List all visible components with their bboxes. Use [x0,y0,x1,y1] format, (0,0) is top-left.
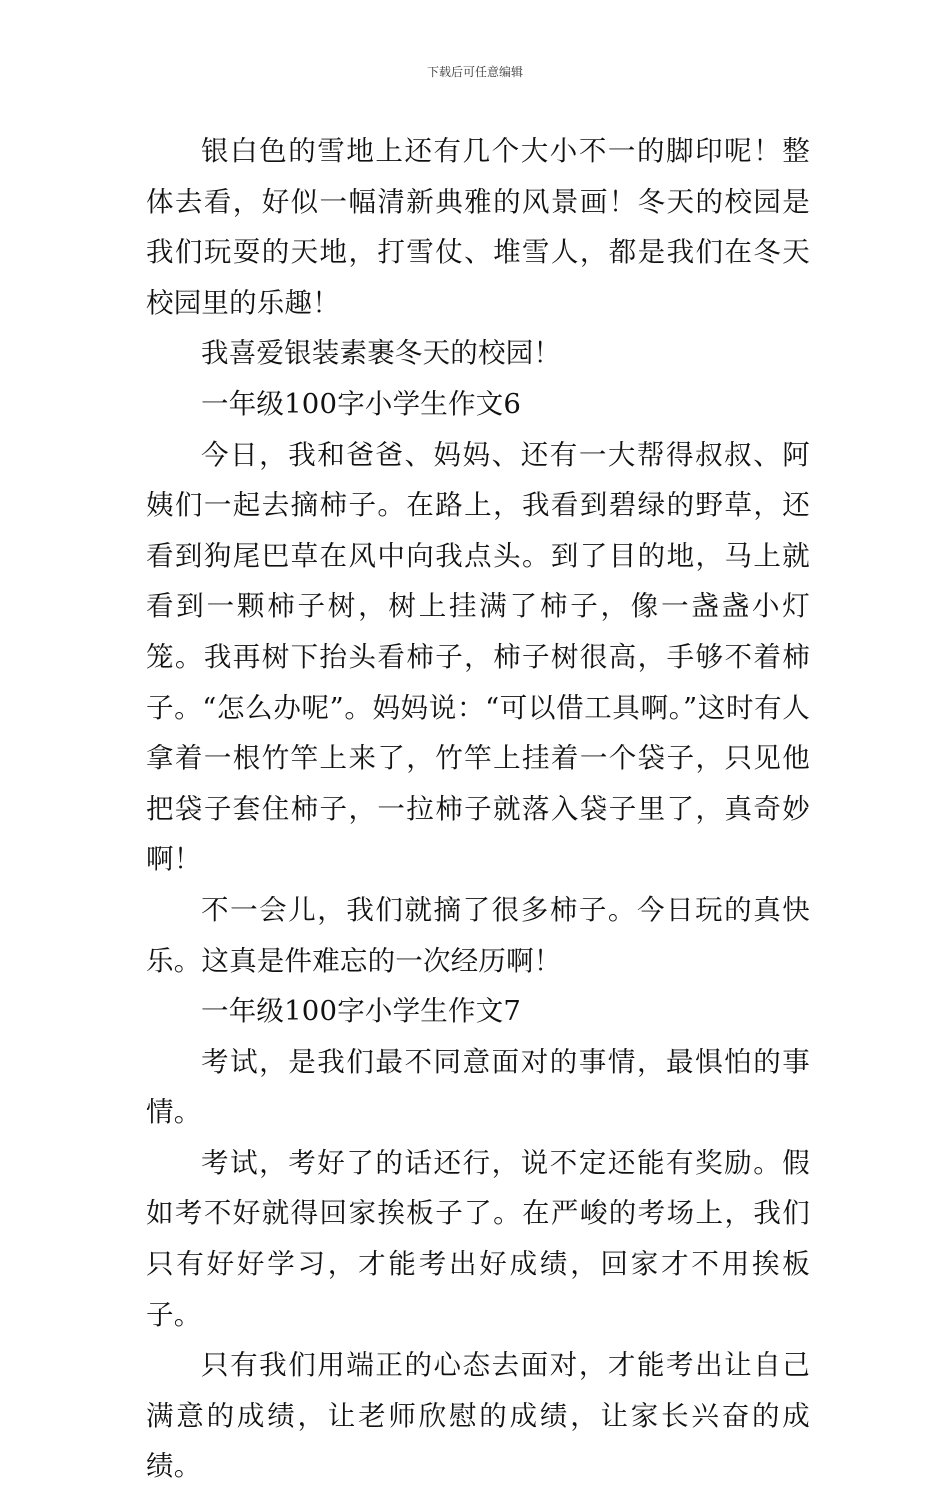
paragraph-winter-closing: 我喜爱银装素裹冬天的校园！ [201,337,562,370]
document-body [146,126,810,1492]
paragraph-persimmon-closing: 不一会儿，我们就摘了很多柿子。今日玩的真快乐。这真是件难忘的一次经历啊！ [146,893,810,977]
essay-title-7: 一年级100字小学生作文7 [201,995,522,1028]
paragraph-winter-snow: 银白色的雪地上还有几个大小不一的脚印呢！整体去看，好似一幅清新典雅的风景画！冬天的校园是我们玩耍的天地，打雪仗、堆雪人，都是我们在冬天校园里的乐趣！ [146,135,810,319]
paragraph-exam-body: 考试，考好了的话还行，说不定还能有奖励。假如考不好就得回家挨板子了。在严峻的考场上，我们只有好好学习，才能考出好成绩，回家才不用挨板子。 [146,1146,810,1331]
paragraph-exam-intro: 考试，是我们最不同意面对的事情，最惧怕的事情。 [146,1045,810,1129]
paragraph-persimmon-picking: 今日，我和爸爸、妈妈、还有一大帮得叔叔、阿姨们一起去摘柿子。在路上，我看到碧绿的野草，还看到狗尾巴草在风中向我点头。到了目的地，马上就看到一颗柿子树，树上挂满了柿子，像一盏盏小灯笼。我再树下抬头看柿子，柿子树很高，手够不着柿子。“怎么办呢”。妈妈说：“可以借工具啊。”这时有人拿着一根竹竿上来了，竹竿上挂着一个袋子，只见他把袋子套住柿子，一拉柿子就落入袋子里了，真奇妙啊！ [146,438,810,876]
essay-title-6: 一年级100字小学生作文6 [201,387,522,420]
paragraph-exam-closing: 只有我们用端正的心态去面对，才能考出让自己满意的成绩，让老师欣慰的成绩，让家长兴奋的成绩。 [146,1349,810,1483]
page-header: 下载后可任意编辑 [426,65,523,79]
